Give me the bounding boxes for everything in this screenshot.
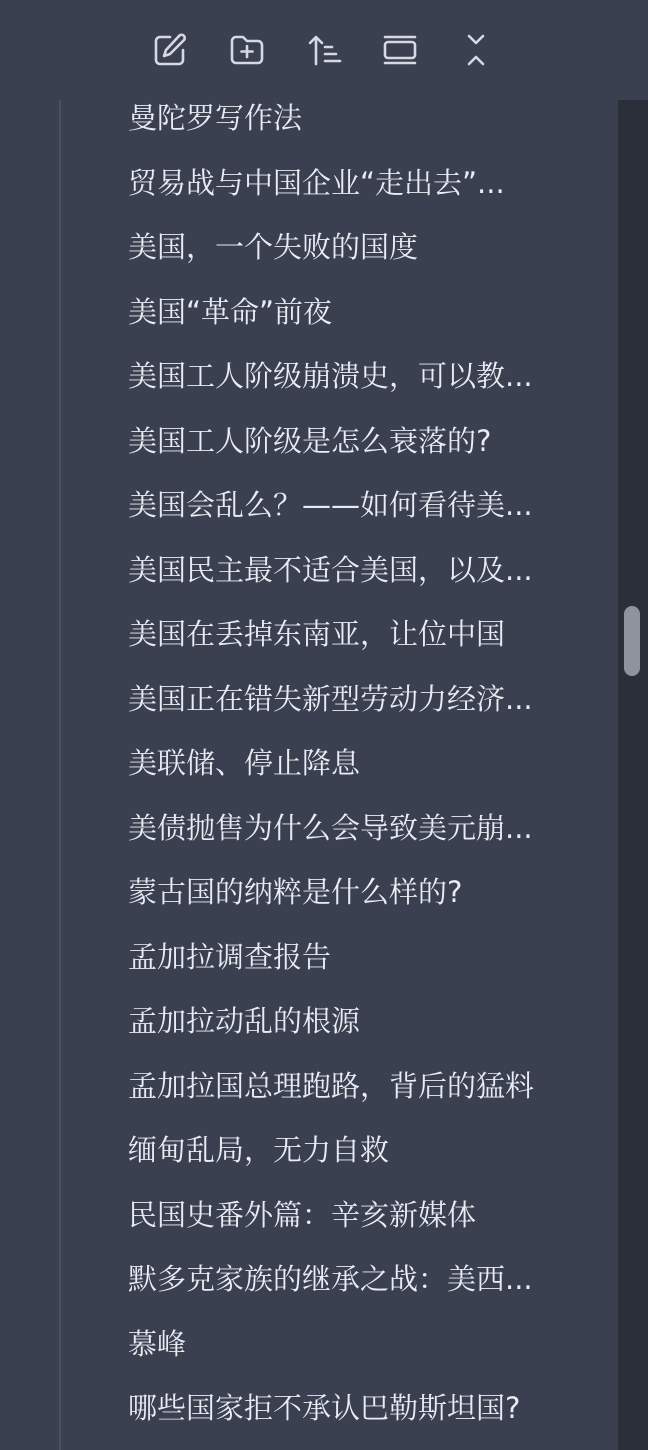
file-item[interactable]: 美国民主最不适合美国，以及... xyxy=(128,552,533,587)
file-item[interactable]: 美国工人阶级是怎么衰落的? xyxy=(128,423,492,458)
folder-plus-icon xyxy=(227,30,267,70)
edit-note-icon xyxy=(150,30,190,70)
new-note-button[interactable] xyxy=(148,28,192,72)
scrollbar-thumb[interactable] xyxy=(624,606,640,676)
file-explorer-toolbar xyxy=(0,0,648,100)
view-icon xyxy=(380,30,420,70)
collapse-all-button[interactable] xyxy=(454,28,498,72)
file-item[interactable]: 慕峰 xyxy=(128,1326,187,1361)
file-list xyxy=(128,86,568,1441)
file-item[interactable]: 缅甸乱局，无力自救 xyxy=(128,1133,390,1167)
file-item[interactable]: 美国正在错失新型劳动力经济... xyxy=(128,681,533,716)
file-item[interactable]: 美国在丢掉东南亚，让位中国 xyxy=(128,617,506,651)
file-item[interactable]: 蒙古国的纳粹是什么样的? xyxy=(128,875,463,909)
file-item[interactable]: 孟加拉动乱的根源 xyxy=(128,1004,361,1038)
file-item[interactable]: 默多克家族的继承之战：美西... xyxy=(128,1262,533,1296)
file-item[interactable]: 贸易战与中国企业“走出去”... xyxy=(128,165,505,200)
file-item[interactable]: 美债抛售为什么会导致美元崩... xyxy=(128,810,533,845)
sort-button[interactable] xyxy=(302,28,346,72)
change-view-button[interactable] xyxy=(378,28,422,72)
sort-icon xyxy=(304,30,344,70)
file-item[interactable]: 曼陀罗写作法 xyxy=(128,101,303,135)
file-item[interactable]: 民国史番外篇：辛亥新媒体 xyxy=(128,1197,477,1232)
file-item[interactable]: 美国，一个失败的国度 xyxy=(128,230,419,264)
tree-indent-guide xyxy=(59,100,61,1450)
file-item[interactable]: 孟加拉国总理跑路，背后的猛料 xyxy=(128,1068,535,1103)
file-item[interactable]: 美国“革命”前夜 xyxy=(128,294,333,329)
file-item[interactable]: 哪些国家拒不承认巴勒斯坦国? xyxy=(128,1391,521,1425)
scrollbar-track[interactable] xyxy=(618,100,648,1450)
file-item[interactable]: 孟加拉调查报告 xyxy=(128,939,332,974)
file-item[interactable]: 美国工人阶级崩溃史，可以教... xyxy=(128,359,533,393)
new-folder-button[interactable] xyxy=(225,28,269,72)
collapse-all-icon xyxy=(456,30,496,70)
file-item[interactable]: 美国会乱么？——如何看待美... xyxy=(128,488,533,522)
file-item[interactable]: 美联储、停止降息 xyxy=(128,746,361,780)
